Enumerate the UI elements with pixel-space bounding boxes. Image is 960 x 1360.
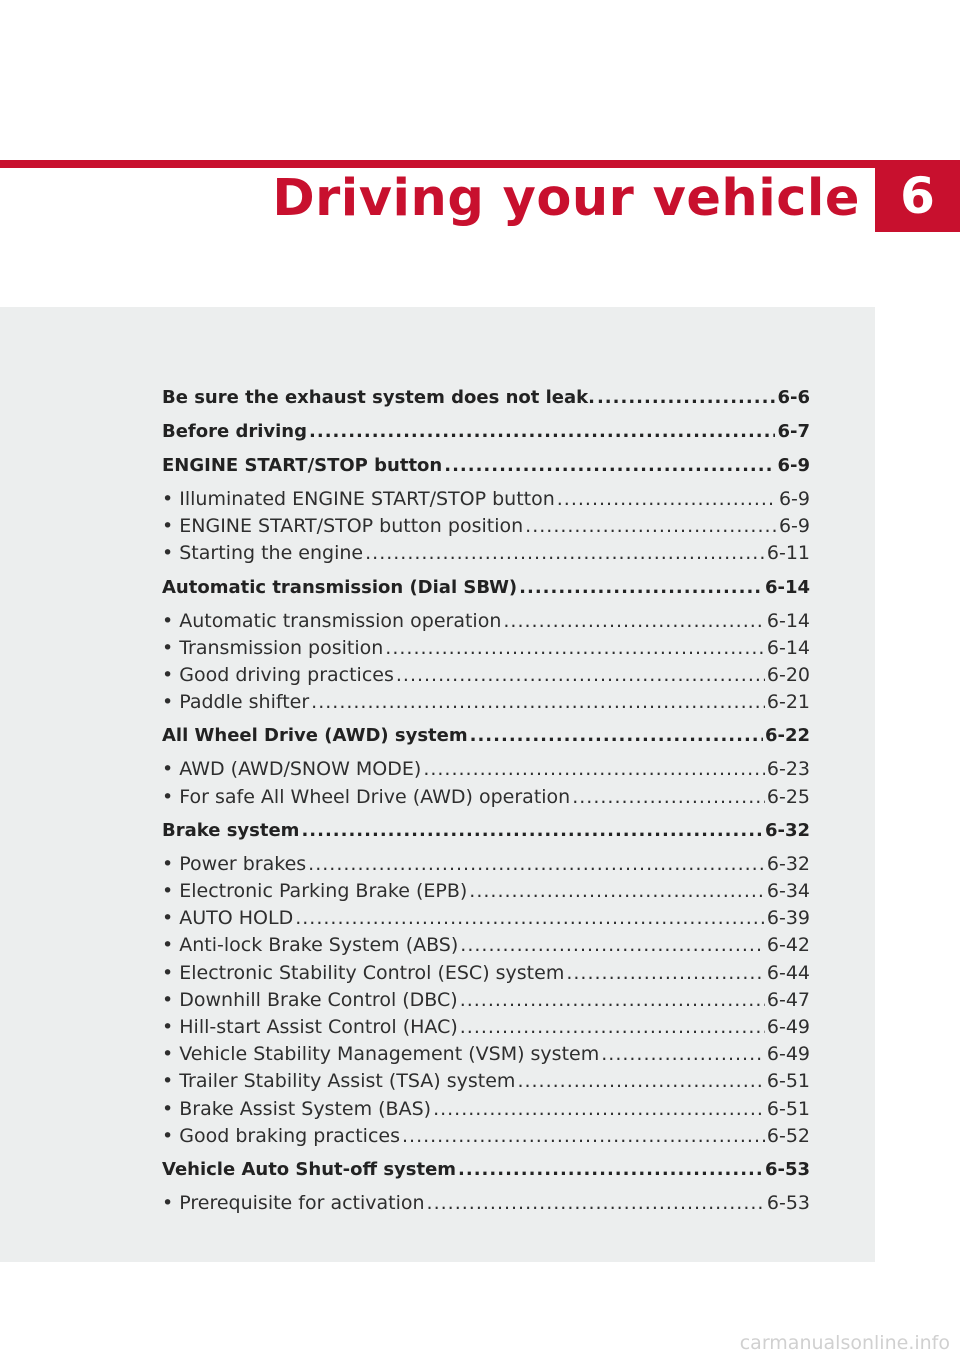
toc-subentry[interactable] — [162, 987, 810, 1014]
toc-dot-leader — [301, 817, 763, 844]
toc-page-number: 6-34 — [766, 880, 810, 903]
toc-subentry[interactable] — [162, 1068, 810, 1095]
toc-dot-leader — [308, 851, 765, 878]
watermark: carmanualsonline.info — [739, 1332, 950, 1354]
toc-subentry[interactable] — [162, 635, 810, 662]
chapter-header-rule — [0, 160, 875, 168]
toc-dot-leader — [572, 784, 765, 811]
toc-page-number: 6-49 — [766, 1016, 810, 1039]
toc-dot-leader — [470, 722, 763, 749]
toc-subentry[interactable] — [162, 1041, 810, 1068]
toc-entry-label: • Hill-start Assist Control (HAC) — [162, 1016, 458, 1039]
toc-dot-leader — [444, 452, 775, 479]
toc-heading-entry[interactable] — [162, 452, 810, 479]
toc-subentry[interactable] — [162, 756, 810, 783]
toc-page-number: 6-7 — [777, 421, 810, 442]
toc-entry-label: • Electronic Parking Brake (EPB) — [162, 880, 468, 903]
toc-page-number: 6-9 — [777, 455, 810, 476]
toc-dot-leader — [557, 486, 777, 513]
toc-entry-label: • Good driving practices — [162, 664, 394, 687]
toc-page-number: 6-51 — [766, 1097, 810, 1120]
toc-page-number: 6-22 — [764, 725, 810, 747]
toc-dot-leader — [517, 1068, 764, 1095]
toc-subentry[interactable] — [162, 1096, 810, 1123]
toc-entry-label: • ENGINE START/STOP button position — [162, 515, 524, 538]
toc-subentry[interactable] — [162, 932, 810, 959]
toc-entry-label: • Prerequisite for activation — [162, 1192, 425, 1215]
toc-subentry[interactable] — [162, 540, 810, 567]
toc-dot-leader — [460, 1014, 765, 1041]
toc-dot-leader — [519, 574, 763, 601]
toc-entry-label: Before driving — [162, 421, 308, 442]
toc-page-number: 6-49 — [766, 1043, 810, 1066]
toc-dot-leader — [427, 1190, 765, 1217]
toc-dot-leader — [460, 932, 765, 959]
toc-subentry[interactable] — [162, 960, 810, 987]
toc-entry-label: ENGINE START/STOP button — [162, 455, 443, 476]
toc-dot-leader — [295, 905, 765, 932]
chapter-title: Driving your vehicle — [272, 169, 860, 228]
toc-dot-leader — [460, 987, 765, 1014]
toc-subentry[interactable] — [162, 878, 810, 905]
toc-dot-leader — [525, 513, 777, 540]
toc-page-number: 6-25 — [766, 785, 810, 808]
toc-heading-entry[interactable] — [162, 418, 810, 445]
toc-page-number: 6-14 — [766, 636, 810, 659]
toc-subentry[interactable] — [162, 1014, 810, 1041]
toc-heading-entry[interactable] — [162, 1156, 810, 1183]
toc-entry-label: • Downhill Brake Control (DBC) — [162, 988, 458, 1011]
toc-dot-leader — [503, 608, 765, 635]
toc-heading-entry[interactable] — [162, 574, 810, 601]
toc-entry-label: • Electronic Stability Control (ESC) system — [162, 961, 565, 984]
toc-dot-leader — [597, 384, 776, 411]
toc-page-number: 6-9 — [778, 488, 810, 510]
toc-heading-entry[interactable] — [162, 817, 810, 844]
toc-page-number: 6-32 — [766, 852, 810, 875]
toc-dot-leader — [309, 418, 775, 445]
toc-page-number: 6-52 — [766, 1124, 810, 1147]
toc-entry-label: • AUTO HOLD — [162, 907, 294, 930]
toc-entry-label: Vehicle Auto Shut-off system — [162, 1159, 457, 1181]
toc-entry-label: • AWD (AWD/SNOW MODE) — [162, 758, 422, 781]
toc-page-number: 6-53 — [766, 1192, 810, 1215]
toc-page-number: 6-20 — [766, 664, 810, 687]
toc-page-number: 6-11 — [766, 542, 810, 565]
toc-page-number: 6-9 — [778, 515, 810, 538]
toc-entry-label: • Paddle shifter — [162, 691, 310, 714]
toc-page-number: 6-44 — [766, 961, 810, 984]
toc-dot-leader — [566, 960, 765, 987]
toc-subentry[interactable] — [162, 851, 810, 878]
toc-entry-label: • Good braking practices — [162, 1124, 400, 1147]
toc-entry-label: • Starting the engine — [162, 542, 364, 565]
toc-entry-label: • Illuminated ENGINE START/STOP button — [162, 488, 555, 510]
toc-page-number: 6-47 — [766, 988, 810, 1011]
toc-entry-label: • Trailer Stability Assist (TSA) system — [162, 1070, 516, 1093]
toc-subentry[interactable] — [162, 513, 810, 540]
toc-page-number: 6-21 — [766, 691, 810, 714]
toc-page-number: 6-23 — [766, 758, 810, 781]
toc-subentry[interactable] — [162, 689, 810, 716]
toc-entry-label: • Automatic transmission operation — [162, 609, 502, 632]
toc-subentry[interactable] — [162, 1190, 810, 1217]
toc-page-number: 6-14 — [766, 609, 810, 632]
toc-heading-entry[interactable] — [162, 384, 810, 411]
toc-dot-leader — [311, 689, 765, 716]
chapter-number-tab: 6 — [875, 160, 960, 232]
toc-subentry[interactable] — [162, 662, 810, 689]
toc-entry-label: • Brake Assist System (BAS) — [162, 1097, 432, 1120]
toc-dot-leader — [433, 1096, 765, 1123]
toc-dot-leader — [601, 1041, 765, 1068]
toc-dot-leader — [469, 878, 765, 905]
toc-page-number: 6-39 — [766, 907, 810, 930]
toc-entry-label: Brake system — [162, 819, 300, 841]
toc-dot-leader — [423, 756, 765, 783]
toc-dot-leader — [402, 1123, 765, 1150]
toc-heading-entry[interactable] — [162, 722, 810, 749]
toc-page-number: 6-53 — [764, 1159, 810, 1181]
toc-dot-leader — [458, 1156, 763, 1183]
toc-entry-label: All Wheel Drive (AWD) system — [162, 725, 468, 747]
toc-entry-label: • For safe All Wheel Drive (AWD) operation — [162, 785, 571, 808]
toc-entry-label: Be sure the exhaust system does not leak. — [162, 387, 595, 408]
toc-subentry[interactable] — [162, 905, 810, 932]
toc-page-number: 6-42 — [766, 934, 810, 957]
toc-subentry[interactable] — [162, 608, 810, 635]
toc-entry-label: • Vehicle Stability Management (VSM) system — [162, 1043, 600, 1066]
toc-dot-leader — [396, 662, 765, 689]
toc-subentry[interactable] — [162, 784, 810, 811]
toc-entry-label: • Transmission position — [162, 636, 384, 659]
toc-dot-leader — [385, 635, 765, 662]
toc-entry-label: Automatic transmission (Dial SBW) — [162, 576, 518, 598]
toc-entry-label: • Power brakes — [162, 852, 307, 875]
toc-dot-leader — [365, 540, 765, 567]
toc-entry-label: • Anti-lock Brake System (ABS) — [162, 934, 459, 957]
toc-page-number: 6-32 — [764, 819, 810, 841]
toc-subentry[interactable] — [162, 486, 810, 513]
table-of-contents — [162, 378, 810, 1217]
toc-page-number: 6-14 — [764, 576, 810, 598]
toc-page-number: 6-51 — [766, 1070, 810, 1093]
toc-subentry[interactable] — [162, 1123, 810, 1150]
toc-page-number: 6-6 — [777, 387, 810, 408]
